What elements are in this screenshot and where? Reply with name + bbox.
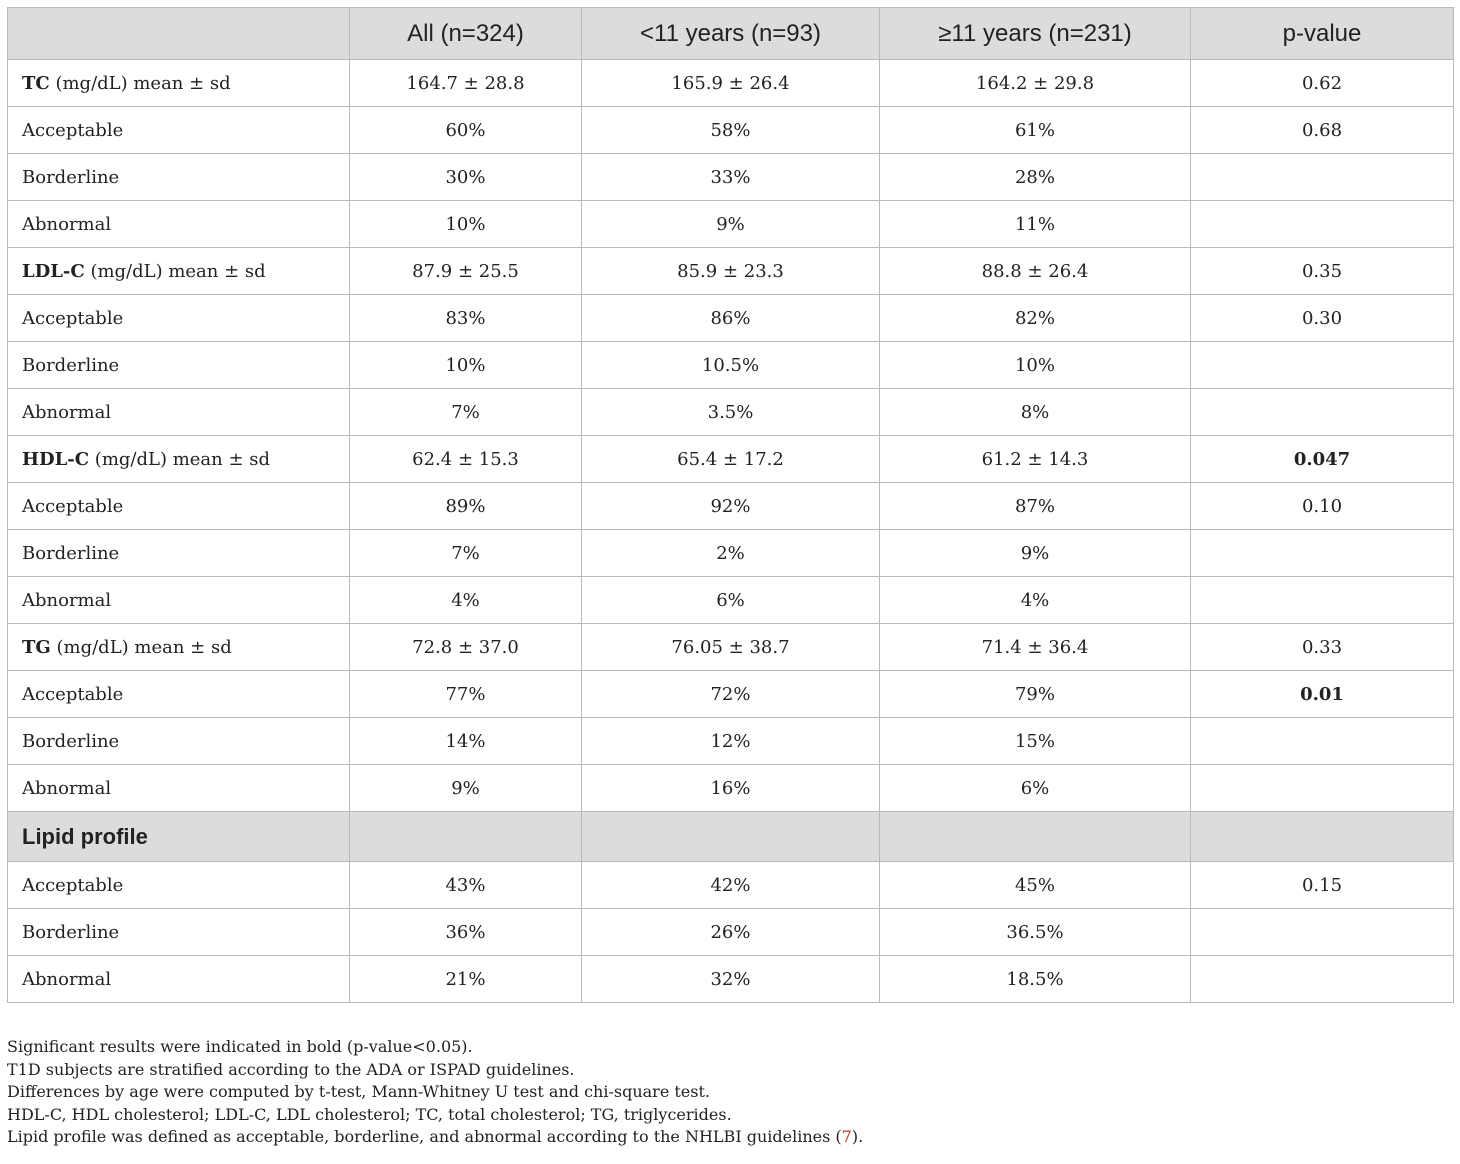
header-under-11: <11 years (n=93) xyxy=(582,8,880,60)
header-all: All (n=324) xyxy=(350,8,582,60)
value-cell: 58% xyxy=(582,107,880,154)
table-row xyxy=(8,624,1454,671)
value-cell: 10% xyxy=(350,201,582,248)
value-cell: 87% xyxy=(880,483,1191,530)
value-cell: 164.7 ± 28.8 xyxy=(350,60,582,107)
row-label: Borderline xyxy=(8,342,350,389)
row-label xyxy=(8,436,350,483)
value-cell: 10% xyxy=(350,342,582,389)
row-unit: (mg/dL) mean ± sd xyxy=(84,260,266,282)
row-unit: (mg/dL) mean ± sd xyxy=(50,636,232,658)
value-cell: 36.5% xyxy=(880,909,1191,956)
table-body xyxy=(8,60,1454,1003)
table-row xyxy=(8,577,1454,624)
p-value-cell: 0.33 xyxy=(1191,624,1454,671)
row-label xyxy=(8,248,350,295)
p-value-cell: 0.30 xyxy=(1191,295,1454,342)
value-cell: 61.2 ± 14.3 xyxy=(880,436,1191,483)
row-unit: (mg/dL) mean ± sd xyxy=(49,72,231,94)
section-row xyxy=(8,812,1454,862)
row-term: HDL-C xyxy=(22,448,90,470)
row-label: Abnormal xyxy=(8,765,350,812)
table-row xyxy=(8,483,1454,530)
value-cell: 62.4 ± 15.3 xyxy=(350,436,582,483)
p-value-cell: 0.15 xyxy=(1191,862,1454,909)
value-cell: 42% xyxy=(582,862,880,909)
significant-p-value: 0.047 xyxy=(1293,448,1351,470)
row-label: Abnormal xyxy=(8,201,350,248)
row-label: Acceptable xyxy=(8,671,350,718)
row-label xyxy=(8,624,350,671)
value-cell: 76.05 ± 38.7 xyxy=(582,624,880,671)
p-value-cell xyxy=(1191,718,1454,765)
value-cell: 7% xyxy=(350,530,582,577)
section-empty-cell xyxy=(582,812,880,862)
value-cell: 4% xyxy=(350,577,582,624)
p-value-cell: 0.62 xyxy=(1191,60,1454,107)
value-cell: 15% xyxy=(880,718,1191,765)
value-cell: 92% xyxy=(582,483,880,530)
table-row xyxy=(8,60,1454,107)
value-cell: 18.5% xyxy=(880,956,1191,1003)
value-cell: 26% xyxy=(582,909,880,956)
row-label: Abnormal xyxy=(8,389,350,436)
p-value-cell xyxy=(1191,201,1454,248)
section-empty-cell xyxy=(880,812,1191,862)
table-row xyxy=(8,862,1454,909)
table-row xyxy=(8,389,1454,436)
value-cell: 10.5% xyxy=(582,342,880,389)
significant-p-value: 0.01 xyxy=(1300,683,1344,705)
p-value-cell xyxy=(1191,577,1454,624)
header-11-plus: ≥11 years (n=231) xyxy=(880,8,1191,60)
p-value-cell xyxy=(1191,671,1454,718)
p-value-cell xyxy=(1191,909,1454,956)
row-label: Acceptable xyxy=(8,107,350,154)
value-cell: 10% xyxy=(880,342,1191,389)
row-term: TG xyxy=(22,636,51,658)
footnote-lipid-profile: Lipid profile was defined as acceptable, borderline, and abnormal according to the NHLBI guidelines (7). xyxy=(7,1127,864,1146)
row-unit: (mg/dL) mean ± sd xyxy=(89,448,271,470)
value-cell: 82% xyxy=(880,295,1191,342)
p-value-cell xyxy=(1191,389,1454,436)
value-cell: 3.5% xyxy=(582,389,880,436)
value-cell: 85.9 ± 23.3 xyxy=(582,248,880,295)
value-cell: 79% xyxy=(880,671,1191,718)
footnote: HDL-C, HDL cholesterol; LDL-C, LDL cholesterol; TC, total cholesterol; TG, triglycerides. xyxy=(7,1104,732,1124)
section-empty-cell xyxy=(1191,812,1454,862)
row-label: Abnormal xyxy=(8,956,350,1003)
row-label: Acceptable xyxy=(8,295,350,342)
row-label: Borderline xyxy=(8,909,350,956)
value-cell: 71.4 ± 36.4 xyxy=(880,624,1191,671)
table-row xyxy=(8,436,1454,483)
value-cell: 33% xyxy=(582,154,880,201)
table-row xyxy=(8,201,1454,248)
value-cell: 6% xyxy=(582,577,880,624)
value-cell: 65.4 ± 17.2 xyxy=(582,436,880,483)
value-cell: 11% xyxy=(880,201,1191,248)
value-cell: 2% xyxy=(582,530,880,577)
table-row xyxy=(8,765,1454,812)
value-cell: 45% xyxy=(880,862,1191,909)
section-title: Lipid profile xyxy=(8,812,350,862)
value-cell: 86% xyxy=(582,295,880,342)
value-cell: 9% xyxy=(582,201,880,248)
p-value-cell xyxy=(1191,956,1454,1003)
footnotes xyxy=(7,1036,1447,1149)
row-label: Acceptable xyxy=(8,862,350,909)
table-row xyxy=(8,671,1454,718)
p-value-cell: 0.10 xyxy=(1191,483,1454,530)
footnote: Differences by age were computed by t-test, Mann-Whitney U test and chi-square test. xyxy=(7,1082,710,1101)
p-value-cell xyxy=(1191,436,1454,483)
p-value-cell: 0.35 xyxy=(1191,248,1454,295)
value-cell: 43% xyxy=(350,862,582,909)
value-cell: 8% xyxy=(880,389,1191,436)
row-label: Borderline xyxy=(8,718,350,765)
value-cell: 6% xyxy=(880,765,1191,812)
footnote: T1D subjects are stratified according to the ADA or ISPAD guidelines. xyxy=(7,1059,575,1079)
table-row xyxy=(8,154,1454,201)
value-cell: 28% xyxy=(880,154,1191,201)
table-row xyxy=(8,718,1454,765)
header-p-value: p-value xyxy=(1191,8,1454,60)
p-value-cell xyxy=(1191,154,1454,201)
row-label: Acceptable xyxy=(8,483,350,530)
reference-link[interactable]: 7 xyxy=(841,1127,852,1146)
value-cell: 32% xyxy=(582,956,880,1003)
value-cell: 12% xyxy=(582,718,880,765)
value-cell: 16% xyxy=(582,765,880,812)
section-empty-cell xyxy=(350,812,582,862)
value-cell: 30% xyxy=(350,154,582,201)
value-cell: 72.8 ± 37.0 xyxy=(350,624,582,671)
table-row xyxy=(8,107,1454,154)
value-cell: 14% xyxy=(350,718,582,765)
value-cell: 7% xyxy=(350,389,582,436)
table-row xyxy=(8,295,1454,342)
p-value-cell: 0.68 xyxy=(1191,107,1454,154)
lipid-table xyxy=(7,7,1454,1003)
table-row xyxy=(8,909,1454,956)
value-cell: 87.9 ± 25.5 xyxy=(350,248,582,295)
row-label: Borderline xyxy=(8,154,350,201)
value-cell: 164.2 ± 29.8 xyxy=(880,60,1191,107)
row-term: LDL-C xyxy=(22,260,85,282)
table-row xyxy=(8,530,1454,577)
value-cell: 9% xyxy=(880,530,1191,577)
table-row xyxy=(8,956,1454,1003)
table-row xyxy=(8,248,1454,295)
value-cell: 165.9 ± 26.4 xyxy=(582,60,880,107)
table-header-row xyxy=(8,8,1454,60)
value-cell: 4% xyxy=(880,577,1191,624)
table-row xyxy=(8,342,1454,389)
value-cell: 77% xyxy=(350,671,582,718)
value-cell: 88.8 ± 26.4 xyxy=(880,248,1191,295)
row-label: Borderline xyxy=(8,530,350,577)
value-cell: 21% xyxy=(350,956,582,1003)
value-cell: 72% xyxy=(582,671,880,718)
p-value-cell xyxy=(1191,530,1454,577)
p-value-cell xyxy=(1191,765,1454,812)
row-label: Abnormal xyxy=(8,577,350,624)
header-blank xyxy=(8,8,350,60)
value-cell: 61% xyxy=(880,107,1191,154)
value-cell: 36% xyxy=(350,909,582,956)
p-value-cell xyxy=(1191,342,1454,389)
footnote: Significant results were indicated in bold (p-value<0.05). xyxy=(7,1037,473,1056)
row-term: TC xyxy=(22,72,50,94)
row-label xyxy=(8,60,350,107)
value-cell: 83% xyxy=(350,295,582,342)
value-cell: 89% xyxy=(350,483,582,530)
value-cell: 60% xyxy=(350,107,582,154)
value-cell: 9% xyxy=(350,765,582,812)
